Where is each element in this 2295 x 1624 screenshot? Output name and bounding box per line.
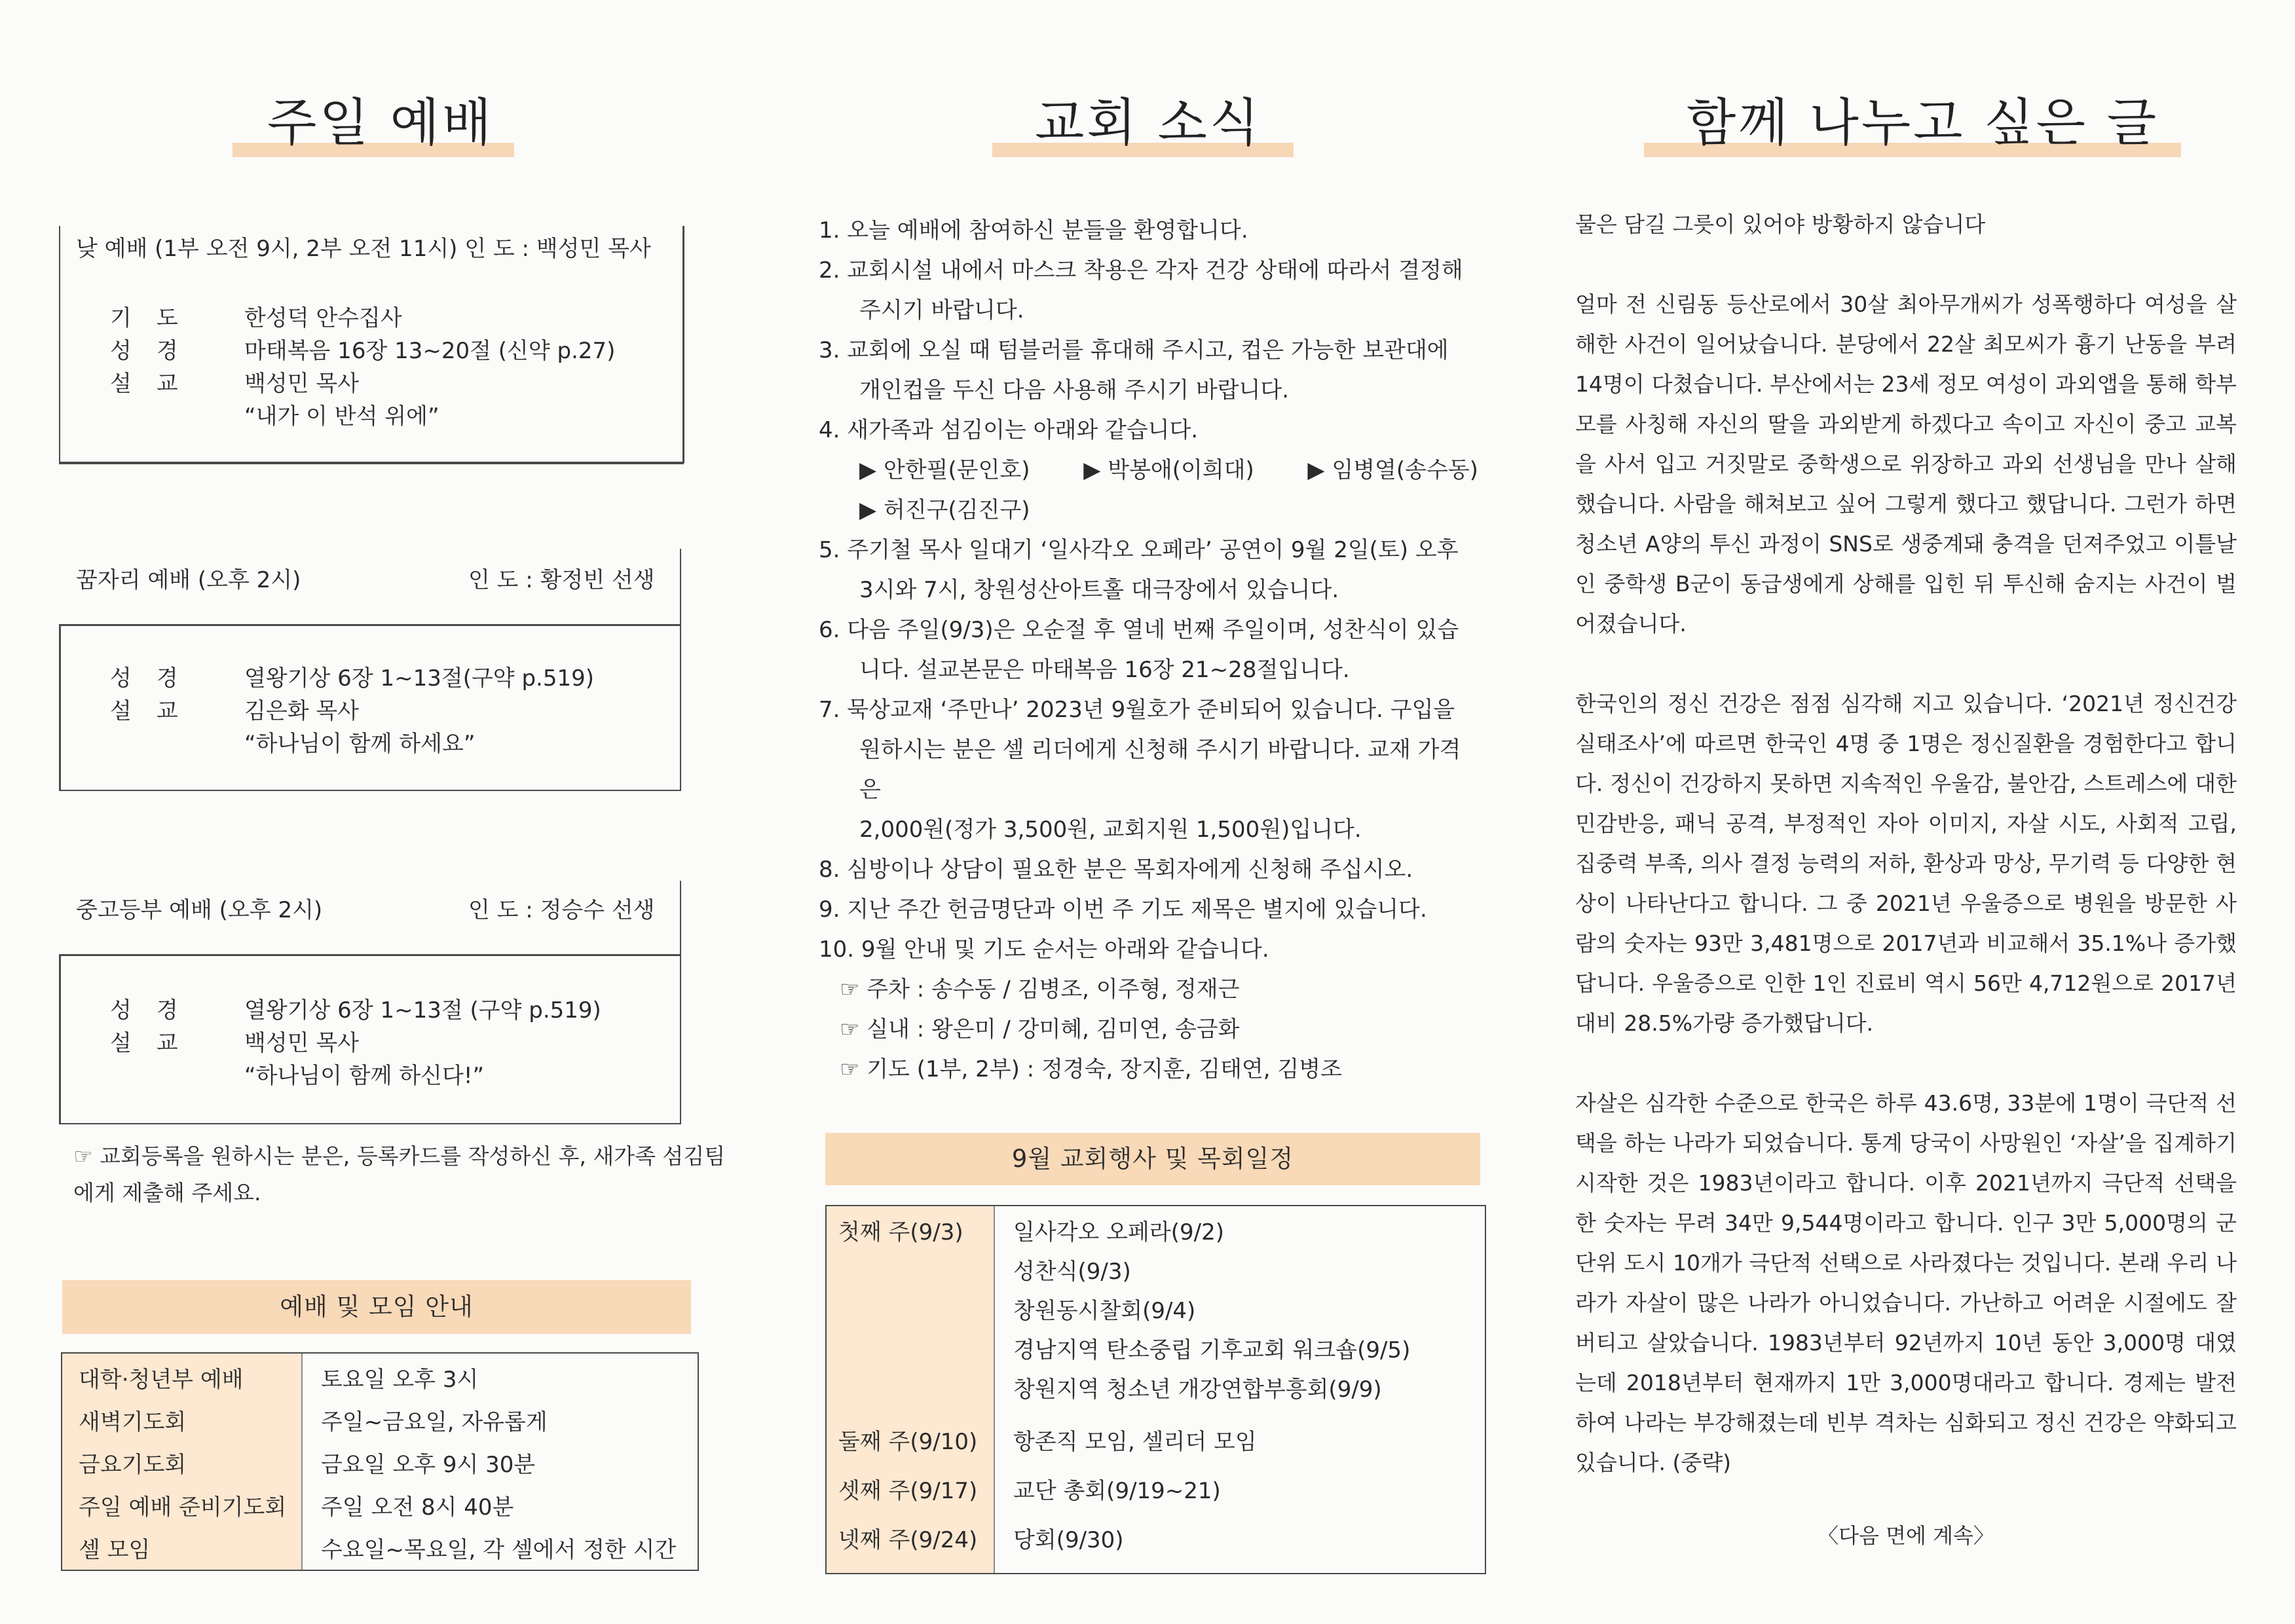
meetings-table (61, 1352, 699, 1571)
news-item-5 (819, 530, 1480, 570)
news-line: 다음 주일(9/3)은 오순절 후 열네 번째 주일이며, 성찬식이 있습 (847, 617, 1459, 643)
news-heading: 교회 소식 (1035, 94, 1262, 153)
meeting-row (321, 1404, 548, 1436)
row-value: 한성덕 안수집사 (244, 305, 402, 331)
news-item-2-cont: 주시기 바랍니다. (859, 297, 1024, 323)
duty-prayer: ☞ 기도 (1부, 2부) : 정경숙, 장지훈, 김태연, 김병조 (840, 1056, 1342, 1082)
meeting-name: 주일 예배 준비기도회 (79, 1494, 287, 1521)
meeting-row (321, 1532, 676, 1564)
news-item-7-cont-2: 2,000원(정가 3,500원, 교회지원 1,500원)입니다. (859, 817, 1362, 843)
pointing-hand-icon: ☞ (73, 1143, 100, 1169)
row-value: “하나님이 함께 하세요” (244, 731, 476, 757)
events-table (825, 1205, 1486, 1574)
events-banner: 9월 교회행사 및 목회일정 (825, 1133, 1480, 1185)
row-value: 열왕기상 6장 1~13절(구약 p.519) (244, 665, 595, 692)
news-item-4 (819, 411, 1480, 451)
news-num: 2. (819, 257, 840, 284)
news-line: 오늘 예배에 참여하신 분들을 환영합니다. (847, 217, 1248, 244)
meeting-name: 셀 모임 (79, 1537, 151, 1563)
essay-body (1575, 204, 2237, 1483)
news-item-3-cont: 개인컵을 두신 다음 사용해 주시기 바랍니다. (859, 377, 1290, 403)
new-family: 임병열(송수동) (1332, 457, 1478, 483)
news-line: 교회시설 내에서 마스크 착용은 각자 건강 상태에 따라서 결정해 (847, 257, 1463, 284)
news-num: 3. (819, 337, 840, 363)
news-line: 새가족과 섬김이는 아래와 같습니다. (847, 417, 1199, 443)
new-family: 안한필(문인호) (883, 457, 1030, 483)
row-value: 백성민 목사 (244, 371, 360, 397)
triangle-icon: ▶ (859, 457, 884, 483)
row-value: 마태복음 16장 13~20절 (신약 p.27) (244, 338, 616, 364)
essay-paragraph-1: 얼마 전 신림동 등산로에서 30살 최아무개씨가 성폭행하다 여성을 살해한 사건이 일어났습니다. 분당에서 22살 최모씨가 흉기 난동을 부려 14명이 다쳤습니다. 부산에서는 23세 정모 여성이 과외앱을 통해 학부모를 사칭해 자신의 딸을 과외받게 하겠다고 속이고 자신이 중고 교복을 사서 입고 거짓말로 중학생으로 위장하고 과외 선생님을 만나 살해했습니다. 사람을 해쳐보고 싶어 그렇게 했다고 했답니다. 그런가 하면 청소년 A양의 투신 과정이 SNS로 생중계돼 충격을 던져주었고 이틀날인 중학생 B군이 동급생에게 상해를 입힌 뒤 투신해 숨지는 사건이 벌어졌습니다. (1575, 291, 2237, 637)
share-heading: 함께 나누고 싶은 글 (1687, 94, 2159, 153)
meeting-row (79, 1447, 186, 1479)
service-1-title: 낮 예배 (1부 오전 9시, 2부 오전 11시) 인 도 : 백성민 목사 (76, 236, 651, 262)
news-list (819, 211, 1480, 1090)
event-item: 창원동시찰회(9/4) (1013, 1298, 1196, 1324)
news-item-8 (819, 850, 1480, 890)
row-value: 김은화 목사 (244, 698, 360, 724)
row-label: 성경 (110, 665, 203, 692)
meetings-table-divider (301, 1354, 303, 1570)
meeting-time: 수요일~목요일, 각 셀에서 정한 시간 (321, 1537, 677, 1563)
news-num: 1. (819, 217, 840, 244)
event-item: 성찬식(9/3) (1013, 1259, 1131, 1285)
event-item: 일사각오 오페라(9/2) (1013, 1219, 1224, 1246)
triangle-icon: ▶ (859, 497, 884, 523)
row-label: 설교 (110, 698, 203, 724)
news-num: 10. (819, 936, 855, 963)
news-item-1 (819, 211, 1480, 251)
events-table-divider (994, 1206, 995, 1573)
event-week: 넷째 주(9/24) (838, 1527, 978, 1553)
service-3-leader: 인 도 : 정승수 선생 (468, 897, 655, 923)
news-num: 6. (819, 617, 840, 643)
news-item-9 (819, 890, 1480, 930)
meeting-time: 주일~금요일, 자유롭게 (321, 1409, 548, 1435)
service-3-title: 중고등부 예배 (오후 2시) (76, 897, 323, 923)
row-label: 성경 (110, 997, 203, 1024)
new-family: 박봉애(이희대) (1108, 457, 1254, 483)
event-item: 창원지역 청소년 개강연합부흥회(9/9) (1013, 1376, 1382, 1403)
news-item-7-cont-1: 원하시는 분은 셀 리더에게 신청해 주시기 바랍니다. 교재 가격은 (859, 737, 1461, 803)
service-2-title: 꿈자리 예배 (오후 2시) (76, 567, 301, 593)
news-item-6-cont: 니다. 설교본문은 마태복음 16장 21~28절입니다. (859, 657, 1350, 683)
news-num: 9. (819, 896, 840, 923)
event-item: 항존직 모임, 셀리더 모임 (1013, 1429, 1257, 1455)
new-family: 허진구(김진구) (883, 497, 1030, 523)
meeting-row (321, 1489, 513, 1521)
registration-note (73, 1138, 728, 1211)
news-item-3 (819, 331, 1480, 371)
new-families-row-2 (819, 490, 1480, 530)
row-label: 설교 (110, 1030, 203, 1056)
essay-subtitle: 물은 담길 그릇이 있어야 방황하지 않습니다 (1575, 212, 1986, 237)
news-num: 8. (819, 857, 840, 883)
news-num: 7. (819, 697, 840, 723)
meeting-time: 토요일 오후 3시 (321, 1367, 479, 1393)
events-table-shade (827, 1206, 994, 1573)
triangle-icon: ▶ (1307, 457, 1332, 483)
meeting-row (79, 1532, 150, 1564)
row-label: 설교 (110, 371, 203, 397)
news-item-2 (819, 251, 1480, 291)
meeting-row (79, 1404, 186, 1436)
worship-heading: 주일 예배 (267, 94, 494, 153)
meeting-name: 대학·청년부 예배 (79, 1367, 244, 1393)
meeting-time: 금요일 오후 9시 30분 (321, 1452, 536, 1478)
news-item-7 (819, 690, 1480, 730)
row-label: 기도 (110, 305, 203, 331)
row-value: 백성민 목사 (244, 1030, 360, 1056)
event-item: 경남지역 탄소중립 기후교회 워크숍(9/5) (1013, 1337, 1411, 1363)
meeting-time: 주일 오전 8시 40분 (321, 1494, 514, 1521)
news-num: 5. (819, 537, 840, 563)
news-line: 교회에 오실 때 텀블러를 휴대해 주시고, 컵은 가능한 보관대에 (847, 337, 1449, 363)
registration-note-text: 교회등록을 원하시는 분은, 등록카드를 작성하신 후, 새가족 섬김팀에게 제출해 주세요. (73, 1143, 726, 1206)
meeting-name: 새벽기도회 (79, 1409, 187, 1435)
news-num: 4. (819, 417, 840, 443)
essay-continued: 〈다음 면에 계속〉 (1818, 1523, 1994, 1548)
meetings-banner: 예배 및 모임 안내 (62, 1280, 691, 1334)
duty-indoor: ☞ 실내 : 왕은미 / 강미혜, 김미연, 송금화 (840, 1016, 1240, 1043)
news-line: 지난 주간 헌금명단과 이번 주 기도 제목은 별지에 있습니다. (847, 896, 1427, 923)
news-item-5-cont: 3시와 7시, 창원성산아트홀 대극장에서 있습니다. (859, 577, 1339, 603)
row-value: “내가 이 반석 위에” (244, 403, 439, 430)
news-item-6 (819, 610, 1480, 650)
service-2-leader: 인 도 : 황정빈 선생 (468, 567, 655, 593)
meeting-row (79, 1489, 286, 1521)
event-week: 첫째 주(9/3) (838, 1219, 963, 1246)
new-families-row-1 (819, 451, 1480, 490)
essay-paragraph-3: 자살은 심각한 수준으로 한국은 하루 43.6명, 33분에 1명이 극단적 선택을 하는 나라가 되었습니다. 통계 당국이 사망원인 ‘자살’을 집계하기 시작한 것은 1983년이라고 합니다. 이후 2021년까지 극단적 선택을 한 숫자는 무려 34만 9,544명이라고 합니다. 인구 3만 5,000명의 군 단위 도시 10개가 극단적 선택으로 사라졌다는 것입니다. 본래 우리 나라가 자살이 많은 나라가 아니었습니다. 가난하고 어려운 시절에도 잘 버티고 살았습니다. 1983년부터 92년까지 10년 동안 3,000명 대였는데 2018년부터 현재까지 1만 3,000명대라고 합니다. 경제는 발전하여 나라는 부강해졌는데 빈부 격차는 심화되고 정신 건강은 약화되고 있습니다. (중략) (1575, 1090, 2237, 1475)
news-line: 묵상교재 ‘주만나’ 2023년 9월호가 준비되어 있습니다. 구입을 (847, 697, 1455, 723)
meeting-row (321, 1447, 535, 1479)
event-week: 셋째 주(9/17) (838, 1478, 978, 1504)
event-item: 당회(9/30) (1013, 1527, 1124, 1553)
row-value: 열왕기상 6장 1~13절 (구약 p.519) (244, 997, 601, 1024)
row-label: 성경 (110, 338, 203, 364)
triangle-icon: ▶ (1083, 457, 1108, 483)
event-week: 둘째 주(9/10) (838, 1429, 978, 1455)
duty-parking: ☞ 주차 : 송수동 / 김병조, 이주형, 정재근 (840, 976, 1240, 1003)
news-line: 9월 안내 및 기도 순서는 아래와 같습니다. (861, 936, 1269, 963)
news-item-10 (819, 930, 1480, 970)
meeting-row (321, 1361, 478, 1393)
essay-paragraph-2: 한국인의 정신 건강은 점점 심각해 지고 있습니다. ‘2021년 정신건강실태조사’에 따르면 한국인 4명 중 1명은 정신질환을 경험한다고 합니다. 정신이 건강하지 못하면 지속적인 우울감, 불안감, 스트레스에 대한 민감반응, 패닉 공격, 부정적인 자아 이미지, 자살 시도, 사회적 고립, 집중력 부족, 의사 결정 능력의 저하, 환상과 망상, 무기력 등 다양한 현상이 나타난다고 합니다. 그 중 2021년 우울증으로 병원을 방문한 사람의 숫자는 93만 3,481명으로 2017년과 비교해서 35.1%나 증가했답니다. 우울증으로 인한 1인 진료비 역시 56만 4,712원으로 2017년 대비 28.5%가량 증가했답니다. (1575, 691, 2237, 1036)
news-line: 주기철 목사 일대기 ‘일사각오 오페라’ 공연이 9월 2일(토) 오후 (847, 537, 1459, 563)
row-value: “하나님이 함께 하신다!” (244, 1063, 485, 1089)
meeting-name: 금요기도회 (79, 1452, 187, 1478)
meeting-row (79, 1361, 244, 1393)
event-item: 교단 총회(9/19~21) (1013, 1478, 1221, 1504)
news-line: 심방이나 상담이 필요한 분은 목회자에게 신청해 주십시오. (847, 857, 1413, 883)
